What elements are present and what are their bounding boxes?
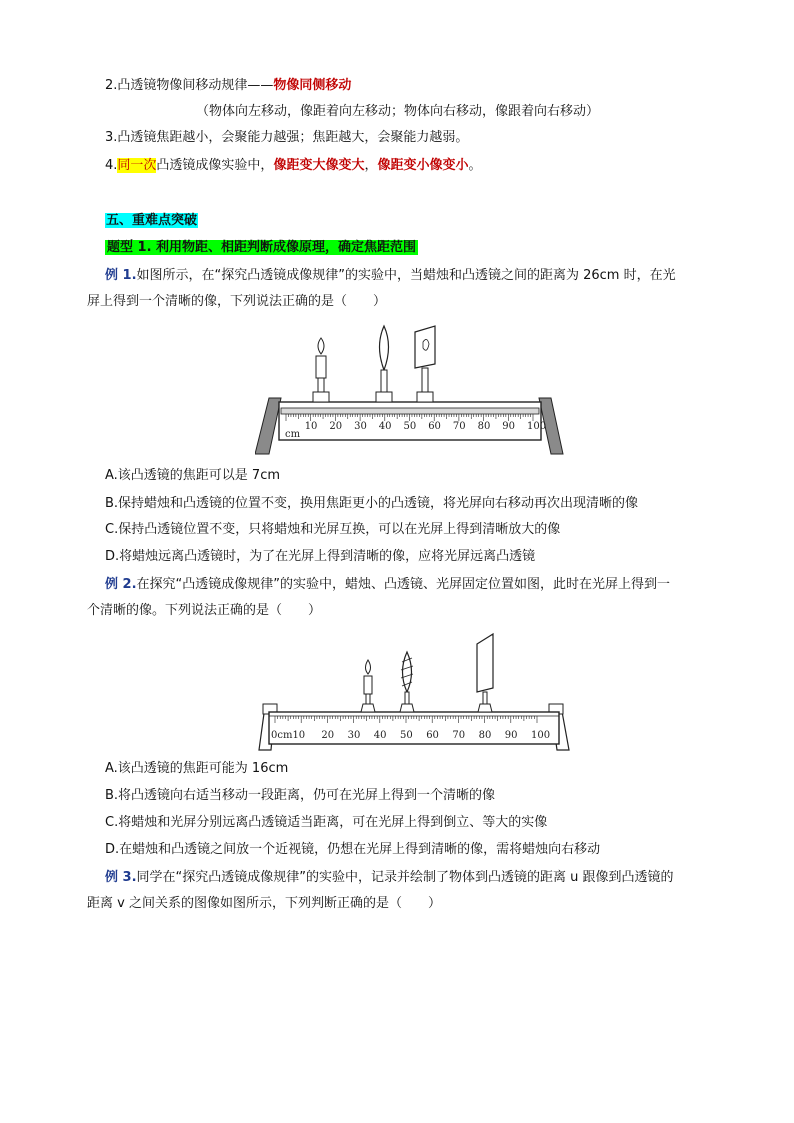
ruler-label: 60	[428, 421, 441, 432]
rule-4-end: 。	[468, 158, 482, 173]
ex1-lens-body	[380, 326, 389, 370]
rule-4-sep: ，	[364, 158, 378, 173]
rule-4-key2: 像距变小像变小	[377, 158, 469, 173]
ex2-candle-flame	[366, 660, 371, 674]
ex2-q1: 在探究“凸透镜成像规律”的实验中，蜡烛、凸透镜、光屏固定位置如图，此时在光屏上得到一	[136, 577, 670, 592]
ex1-q1: 如图所示，在“探究凸透镜成像规律”的实验中，当蜡烛和凸透镜之间的距离为 26cm 时，在光	[136, 268, 676, 283]
ex1-question-line1	[105, 266, 676, 286]
rule-4-key1: 像距变大像变大	[273, 158, 365, 173]
ruler-label: 50	[400, 730, 413, 741]
ex1-lens-holder	[376, 392, 392, 402]
ex2-lens-post	[405, 692, 409, 704]
rule-4	[105, 156, 482, 176]
ex3-question-line1	[105, 868, 674, 888]
ex1-lens-post	[381, 370, 387, 392]
ex2-lens-body	[403, 652, 412, 692]
ruler-label: 100	[527, 421, 547, 432]
ruler-label: 10	[304, 421, 318, 432]
ruler-label: 30	[347, 730, 361, 741]
ex1-candle-flame	[318, 338, 324, 354]
ruler-label: 40	[373, 730, 387, 741]
section-heading	[105, 211, 198, 231]
ex2-label: 例 2.	[105, 577, 137, 592]
ex2-option-d: D.在蜡烛和凸透镜之间放一个近视镜，仍想在光屏上得到清晰的像，需将蜡烛向右移动	[105, 842, 601, 857]
ex1-unit-label: cm	[285, 429, 301, 440]
ruler-label: 50	[403, 421, 417, 432]
ex2-screen-board	[477, 634, 493, 692]
ex2-lens-holder	[400, 704, 414, 712]
rule-4-num: 4.	[105, 158, 118, 173]
ex2-screen-post	[483, 692, 487, 704]
ex2-option-c: C.将蜡烛和光屏分别远离凸透镜适当距离，可在光屏上得到倒立、等大的实像	[105, 815, 548, 830]
rule-2-text: 2.凸透镜物像间移动规律——	[105, 78, 274, 93]
ex1-screen	[415, 326, 435, 402]
type-heading	[105, 238, 418, 258]
ex1-lens	[376, 326, 392, 402]
rule-2	[105, 76, 351, 96]
ex2-candle-body	[364, 676, 372, 694]
ex1-candle-body	[316, 356, 326, 378]
ex1-screen-board	[415, 326, 435, 368]
ex2-option-a: A.该凸透镜的焦距可能为 16cm	[105, 761, 289, 776]
ex1-left-stand	[255, 398, 281, 454]
ex1-optical-bench-figure	[255, 322, 565, 458]
ruler-label: 90	[504, 730, 518, 741]
ex1-label: 例 1.	[105, 268, 137, 283]
ex2-screen-holder	[478, 704, 492, 712]
ex1-candle-holder	[313, 392, 329, 402]
ex1-option-b: B.保持蜡烛和凸透镜的位置不变，换用焦距更小的凸透镜，将光屏向右移动再次出现清晰的像	[105, 496, 639, 511]
ruler-label: 20	[329, 421, 343, 432]
ruler-label: 80	[477, 421, 491, 432]
ruler-label: 80	[478, 730, 492, 741]
ex2-lens	[400, 652, 414, 712]
ruler-label: 100	[531, 730, 551, 741]
ruler-label: 70	[452, 421, 466, 432]
rule-2-key: 物像同侧移动	[273, 78, 352, 93]
ex1-question-line2: 屏上得到一个清晰的像，下列说法正确的是（ ）	[87, 294, 387, 309]
ex2-candle-post	[366, 694, 370, 704]
ex1-candle	[313, 338, 329, 402]
ruler-label: 90	[502, 421, 516, 432]
ex1-screen-holder	[417, 392, 433, 402]
rule-3: 3.凸透镜焦距越小，会聚能力越强；焦距越大，会聚能力越弱。	[105, 130, 469, 145]
ruler-label: 40	[378, 421, 392, 432]
type-title: 题型 1. 利用物距、相距判断成像原理，确定焦距范围	[107, 240, 417, 255]
ex1-bench-rail	[281, 408, 539, 414]
ruler-label: 0cm10	[271, 730, 306, 741]
ex3-label: 例 3.	[105, 870, 137, 885]
ex2-optical-bench-figure	[255, 630, 575, 754]
ex1-option-c: C.保持凸透镜位置不变，只将蜡烛和光屏互换，可以在光屏上得到清晰放大的像	[105, 522, 561, 537]
ex2-option-b: B.将凸透镜向右适当移动一段距离，仍可在光屏上得到一个清晰的像	[105, 788, 496, 803]
ruler-label: 60	[426, 730, 439, 741]
ruler-label: 20	[321, 730, 335, 741]
ex1-screen-post	[422, 368, 428, 392]
ex2-question-line2: 个清晰的像。下列说法正确的是（ ）	[87, 603, 322, 618]
ex2-screen	[477, 634, 493, 712]
section-title: 五、重难点突破	[106, 213, 198, 228]
ex3-question-line2: 距离 v 之间关系的图像如图所示，下列判断正确的是（ ）	[87, 896, 441, 911]
ex2-candle	[361, 660, 375, 712]
ex1-candle-post	[318, 378, 324, 392]
ruler-label: 30	[354, 421, 367, 432]
ex1-option-d: D.将蜡烛远离凸透镜时，为了在光屏上得到清晰的像，应将光屏远离凸透镜	[105, 549, 536, 564]
ruler-label: 70	[452, 730, 466, 741]
ex2-question-line1	[105, 575, 670, 595]
rule-2-note: （物体向左移动，像距着向左移动；物体向右移动，像跟着向右移动）	[196, 104, 600, 119]
ex3-q1: 同学在“探究凸透镜成像规律”的实验中，记录并绘制了物体到凸透镜的距离 u 跟像到凸透镜的	[136, 870, 674, 885]
ex2-candle-holder	[361, 704, 375, 712]
rule-4-text: 凸透镜成像实验中，	[156, 158, 274, 173]
rule-4-highlight: 同一次	[117, 158, 157, 173]
ex1-option-a: A.该凸透镜的焦距可以是 7cm	[105, 468, 281, 483]
